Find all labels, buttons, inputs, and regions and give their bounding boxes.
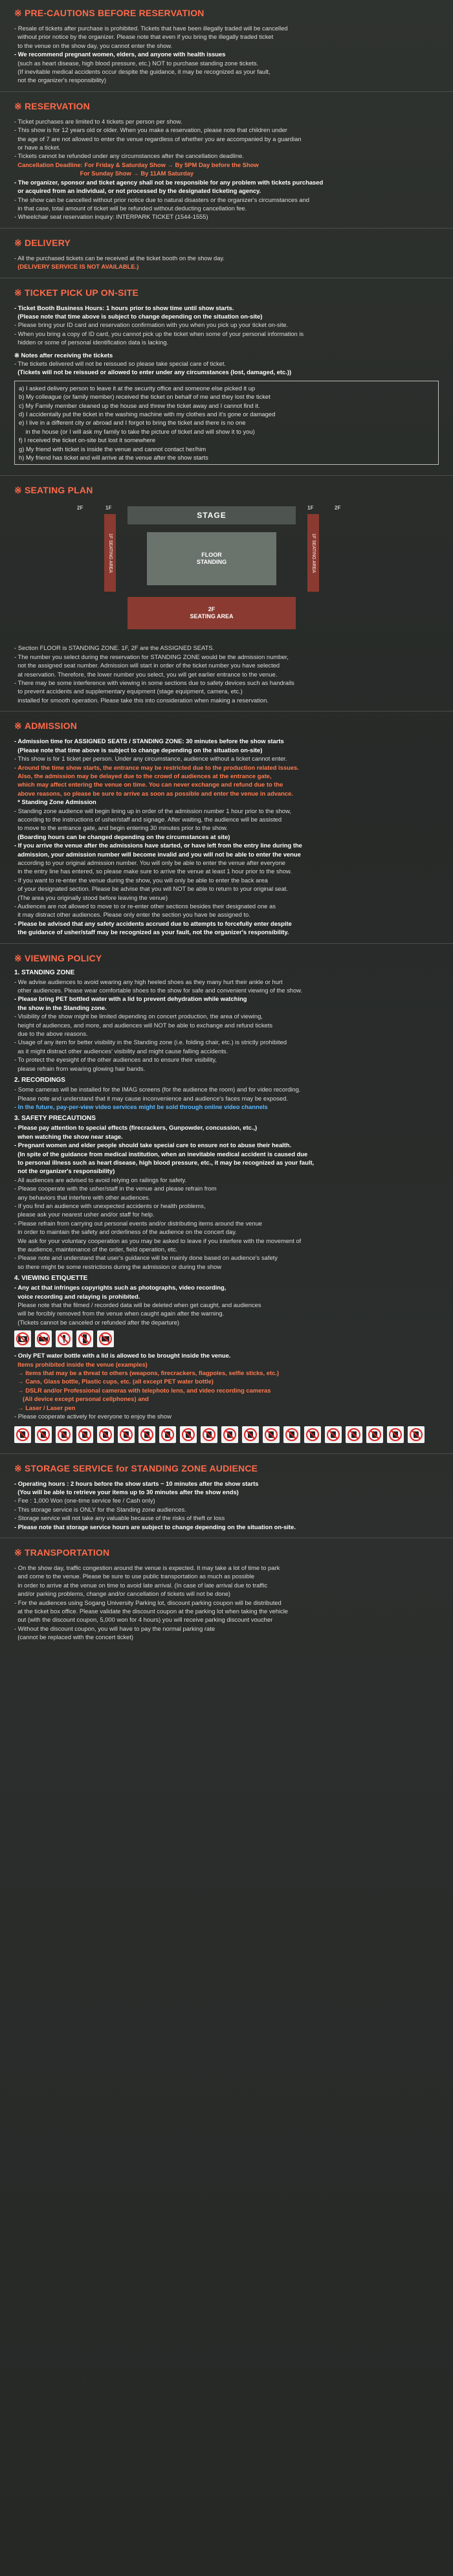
text-line: - If you want to re-enter the venue during the show, you will only be able to enter the back area — [14, 876, 268, 884]
stage-area: STAGE — [127, 506, 296, 524]
no-weapon-icon — [14, 1426, 31, 1443]
text-line: (Boarding hours can be changed depending on the circumstances at site) — [14, 833, 230, 840]
section-pickup — [0, 278, 453, 476]
text-line: - Please be advised that any safety accidents accrued due to attempts to forcefully enter despite — [14, 919, 292, 927]
no-flag-icon — [56, 1426, 72, 1443]
text-line: - Please note and understand that user's guidance will be mainly done based on audience's safety — [14, 1254, 278, 1262]
no-phone-icon — [76, 1330, 93, 1347]
text-line: (Tickets will not be reissued or allowed to enter under any circumstances (lost, damaged, etc.)) — [14, 368, 292, 376]
no-firecracker-icon — [35, 1426, 52, 1443]
no-laser-icon — [180, 1426, 197, 1443]
section-title: ※ ADMISSION — [14, 721, 78, 732]
seating-map — [76, 501, 348, 637]
no-stroller-icon — [283, 1426, 300, 1443]
text-line: admission, your admission number will become invalid and you will not be able to enter the venue — [14, 850, 301, 858]
list-item: b) My colleague (or family member) received the ticket on behalf of me and they lost the ticket — [19, 393, 271, 401]
text-line: voice recording and relaying is prohibited. — [14, 1292, 140, 1300]
text-line: - Fee : 1,000 Won (one-time service fee / Cash only) — [14, 1497, 155, 1505]
text-line: - We recommend pregnant women, elders, and anyone with health issues — [14, 50, 226, 58]
subsection-title: 1. STANDING ZONE — [14, 969, 75, 976]
text-line: at reservation. Therefore, the lower number you select, you will get earlier entrance to the venue. — [14, 670, 278, 678]
section-title: ※ PRE-CAUTIONS BEFORE RESERVATION — [14, 8, 204, 18]
text-line: it may distract other audiences. Please only enter the section you have be assigned to. — [14, 911, 250, 919]
no-smoking-icon — [304, 1426, 321, 1443]
text-line: according to the instructions of usher/staff and signage. After waiting, the audience will be assisted — [14, 815, 282, 823]
text-line: in order to maintain the safety and orderliness of the audience on the concert day. — [14, 1228, 237, 1236]
section-title: ※ DELIVERY — [14, 237, 71, 248]
text-line: - Ticket Booth Business Hours: 1 hours prior to show time until show starts. — [14, 304, 234, 311]
no-cup-icon — [138, 1426, 155, 1443]
text-line: height of audiences, and more, and audiences will NOT be able to exchange and refund tickets — [14, 1021, 273, 1029]
list-item: g) My friend with ticket is inside the venue and cannot contact her/him — [19, 445, 206, 453]
no-banner-icon — [408, 1426, 425, 1443]
no-chair-icon — [263, 1426, 280, 1443]
text-line: - Ticket purchases are limited to 4 tickets per person per show. — [14, 117, 182, 125]
section-admission — [0, 711, 453, 943]
notes-title: ※ Notes after receiving the tickets — [14, 351, 113, 359]
list-item: a) I asked delivery person to leave it at the security office and someone else picked it up — [19, 384, 256, 392]
section-title: ※ TRANSPORTATION — [14, 1547, 110, 1558]
text-line: - Audiences are not allowed to move to or re-enter other sections besides their designated one as — [14, 902, 276, 910]
seating-area-2f: 2F SEATING AREA — [127, 597, 296, 629]
examples-box — [14, 381, 439, 465]
text-line: (cannot be replaced with the concert ticket) — [14, 1633, 133, 1641]
seating-section-left: 1F SEATING AREA — [104, 514, 116, 592]
floor-label: 1F — [105, 505, 112, 511]
text-line: at the ticket box office. Please validate the discount coupon at the parking lot when taking the vehicle — [14, 1607, 289, 1615]
text-line: - Please bring your ID card and reservation confirmation with you when you pick up your ticket on-site. — [14, 321, 289, 329]
text-line: to personal illness such as heart disease, high blood pressure, etc., it may be recognized as your fault, — [14, 1158, 315, 1166]
prohibited-items-icons — [14, 1426, 439, 1443]
text-line: not the organizer's responsibility) — [14, 76, 106, 84]
text-line: installed for smooth operation. Please take this into consideration when making a reservation. — [14, 696, 269, 704]
text-line: the audience, maintenance of the order, field operation, etc. — [14, 1246, 178, 1253]
text-line: - Storage service will not take any valuable because of the risks of theft or loss — [14, 1514, 225, 1522]
text-line: (Please note that time above is subject to change depending on the situation on-site) — [14, 312, 263, 320]
section-transportation — [0, 1538, 453, 1648]
section-title: ※ VIEWING POLICY — [14, 952, 102, 963]
text-line: - Operating hours : 2 hours before the show starts ~ 10 minutes after the show starts — [14, 1479, 259, 1487]
text-line: (such as heart disease, high blood pressure, etc.) NOT to purchase standing zone tickets. — [14, 59, 259, 67]
text-line: - We advise audiences to avoid wearing any high heeled shoes as they many hurt their ankle or hurt — [14, 978, 283, 985]
text-line: as it might distract other audiences' visibility and might cause falling accidents. — [14, 1047, 228, 1055]
list-item: d) I accidentally put the ticket in the washing machine with my clothes and it's gone or damaged — [19, 410, 276, 418]
text-line: due to the above reasons. — [14, 1030, 88, 1038]
text-line: without prior notice by the organizer. Please note that even if you bring the illegally traded ticket — [14, 33, 274, 41]
text-line: out (with the discount coupon, 5,000 won for 4 hours) you will receive parking discount voucher — [14, 1616, 273, 1624]
text-line: please refrain from wearing glowing hair bands. — [14, 1064, 146, 1072]
text-line: - If you find an audience with unexpected accidents or health problems, — [14, 1202, 206, 1209]
text-line: - If you arrive the venue after the admissions have started, or have left from the entry line during the — [14, 842, 302, 849]
text-line: - The number you select during the reservation for STANDING ZONE would be the admission number, — [14, 653, 289, 660]
text-line: - Only PET water bottle with a lid is allowed to be brought inside the venue. — [14, 1352, 231, 1360]
text-line: in the entry line has entered, so please make sure to arrive the venue at least 1 hour prior to the show. — [14, 868, 292, 875]
text-line: - For the audiences using Sogang University Parking lot, discount parking coupon will be distributed — [14, 1598, 282, 1606]
text-line: - Some cameras will be installed for the IMAG screens (for the audience the room) and for video recording. — [14, 1086, 301, 1093]
text-line: - There may be some interference with viewing in some sections due to safety devices such as handrails — [14, 679, 294, 687]
text-line: which may affect entering the venue on time. You can never exchange and refund due to the — [14, 781, 283, 789]
text-line: - Around the time show starts, the entrance may be restricted due to the production related issues. — [14, 763, 299, 771]
text-line: → Cans, Glass bottle, Plastic cups, etc. (all except PET water bottle) — [14, 1378, 214, 1385]
text-line: - Wheelchair seat reservation inquiry: INTERPARK TICKET (1544-1555) — [14, 213, 208, 221]
text-line: - This show is for 1 ticket per person. Under any circumstance, audience without a ticket cannot enter. — [14, 755, 287, 763]
no-drone-icon — [366, 1426, 383, 1443]
no-video-icon — [35, 1330, 52, 1347]
text-line: * Standing Zone Admission — [14, 798, 96, 806]
no-recording-icon — [56, 1330, 72, 1347]
text-line: above reasons, so please be sure to arrive as soon as possible and enter the venue in advance. — [14, 789, 293, 797]
no-relay-icon — [97, 1330, 114, 1347]
no-alcohol-icon — [325, 1426, 342, 1443]
text-line: of your designated section. Please be advise that you will NOT be able to return to your original seat. — [14, 885, 288, 893]
text-line: - Please cooperate actively for everyone to enjoy the show — [14, 1413, 171, 1420]
text-line: or have a ticket. — [14, 144, 61, 151]
text-line: - In the future, pay-per-view video services might be sold through online video channels — [14, 1103, 268, 1110]
text-line: - The tickets delivered will not be reissued so please take special care of ticket. — [14, 359, 226, 367]
text-line: (Please note that time above is subject to change depending on the situation on-site) — [14, 746, 263, 754]
text-line: (All device except personal cellphones) and — [14, 1395, 149, 1403]
text-line: - Please cooperate with the usher/staff in the venue and please refrain from — [14, 1185, 217, 1193]
floor-standing-area: FLOOR STANDING — [147, 532, 276, 585]
text-line: to the venue on the show day, you cannot enter the show. — [14, 41, 173, 49]
no-selfie-stick-icon — [76, 1426, 93, 1443]
no-glass-bottle-icon — [118, 1426, 135, 1443]
floor-label: 1F — [307, 505, 314, 511]
section-title: ※ STORAGE SERVICE for STANDING ZONE AUDIENCE — [14, 1462, 258, 1473]
text-line: to prevent accidents and supplementary equipment (stage equipment, camera, etc.) — [14, 688, 243, 695]
no-food-icon — [201, 1426, 217, 1443]
text-line: when watching the show near stage. — [14, 1132, 123, 1140]
text-line: to move to the entrance gate, and begin entering 30 minutes prior to the show. — [14, 824, 228, 832]
no-helmet-icon — [346, 1426, 362, 1443]
text-line: Please note and understand that it may cause inconvenience and audience's faces may be exposed. — [14, 1094, 288, 1102]
text-line: - Admission time for ASSIGNED SEATS / STANDING ZONE: 30 minutes before the show starts — [14, 737, 284, 745]
text-line: - Please refrain from carrying out personal events and/or distributing items around the venue — [14, 1219, 263, 1227]
list-item: h) My friend has ticket and will arrive at the venue after the show starts — [19, 454, 208, 462]
no-dslr-icon — [159, 1426, 176, 1443]
text-line: → Items that may be a threat to others (weapons, firecrackers, flagpoles, selfie sticks, etc.) — [14, 1369, 280, 1377]
text-line: We ask for your voluntary cooperation as you may be asked to leave if you interfere with the movement of — [14, 1237, 302, 1244]
text-line: (Tickets cannot be canceled or refunded after the departure) — [14, 1318, 180, 1326]
text-line: (DELIVERY SERVICE IS NOT AVAILABLE.) — [14, 263, 139, 271]
no-pet-icon — [221, 1426, 238, 1443]
subsection-title: 3. SAFETY PRECAUTIONS — [14, 1115, 96, 1123]
no-camera-icon — [14, 1330, 31, 1347]
subsection-title: 4. VIEWING ETIQUETTE — [14, 1275, 88, 1282]
text-line: - This show is for 12 years old or older. When you make a reservation, please note that children under — [14, 126, 287, 134]
no-umbrella-icon — [242, 1426, 259, 1443]
text-line: - Without the discount coupon, you will have to pay the normal parking rate — [14, 1624, 215, 1632]
text-line: so there might be some restrictions during the admission or during the show — [14, 1262, 221, 1270]
text-line: - The show can be cancelled without prior notice due to natural disasters or the organizer's circumstances and — [14, 196, 310, 203]
text-line: not the organizer's responsibility) — [14, 1167, 115, 1175]
list-item: in the house (or I will ask my family to take the picture of ticket and will show it to you) — [19, 427, 255, 435]
text-line: Cancellation Deadline: For Friday & Saturday Show → By 5PM Day before the Show — [14, 161, 259, 168]
text-line: - The organizer, sponsor and ticket agency shall not be responsible for any problem with tickets purchased — [14, 178, 324, 186]
list-item: e) I live in a different city or abroad and I forgot to bring the ticket and there is no one — [19, 419, 246, 427]
text-line: → Laser / Laser pen — [14, 1404, 76, 1411]
text-line: - This storage service is ONLY for the Standing zone audiences. — [14, 1505, 186, 1513]
section-reservation — [0, 91, 453, 228]
text-line: - Please note that storage service hours are subject to change depending on the situation on-site. — [14, 1523, 296, 1530]
text-line: - Section FLOOR is STANDING ZONE. 1F, 2F are the ASSIGNED SEATS. — [14, 644, 215, 652]
text-line: (You will be able to retrieve your items up to 30 minutes after the show ends) — [14, 1488, 239, 1495]
text-line: - Visibility of the show might be limited depending on concert production, the area of viewing, — [14, 1013, 263, 1020]
text-line: - Please bring PET bottled water with a lid to prevent dehydration while watching — [14, 995, 247, 1003]
floor-label: 2F — [335, 505, 341, 511]
text-line: - Pregnant women and elder people should take special care to ensure not to abuse their health. — [14, 1141, 292, 1149]
text-line: - Tickets cannot be refunded under any circumstances after the cancellation deadline. — [14, 152, 244, 160]
text-line: Items prohibited inside the venue (examples) — [14, 1360, 148, 1368]
text-line: will be forcibly removed from the venue when caught again after the warning. — [14, 1310, 225, 1317]
section-seating — [0, 475, 453, 711]
text-line: - Standing zone audience will begin lining up in order of the admission number 1 hour prior to the show, — [14, 807, 291, 814]
no-speaker-icon — [387, 1426, 404, 1443]
text-line: Please note that the filmed / recorded data will be deleted when get caught, and audiences — [14, 1301, 261, 1309]
text-line: in that case, total amount of ticket will be refunded without deducting cancellation fee. — [14, 204, 247, 212]
section-title: ※ RESERVATION — [14, 100, 90, 111]
floor-label: 2F — [77, 505, 83, 511]
text-line: the guidance of usher/staff may be recognized as your fault, not the organizer's responsibility. — [14, 928, 289, 936]
text-line: (If inevitable medical accidents occur despite the guidance, it may be recognized as your fault, — [14, 68, 271, 76]
text-line: - On the show day, traffic congestion around the venue is expected. It may take a lot of time to park — [14, 1563, 280, 1571]
text-line: - Resale of tickets after purchase is prohibited. Tickets that have been illegally traded will be cancelled — [14, 25, 288, 32]
text-line: the age of 7 are not allowed to enter the venue regardless of whether you are accompanied by a guardian — [14, 135, 302, 142]
text-line: please ask your nearest usher and/or staff for help. — [14, 1211, 155, 1218]
text-line: - All audiences are advised to avoid relying on railings for safety. — [14, 1176, 187, 1183]
list-item: c) My Family member cleaned up the house and threw the ticket away and I cannot find it. — [19, 401, 260, 409]
text-line: For Sunday Show → By 11AM Saturday — [14, 170, 194, 177]
text-line: and come to the venue. Please be sure to use public transportation as much as possible — [14, 1573, 255, 1580]
seating-section-right: 1F SEATING AREA — [307, 514, 319, 592]
text-line: - Usage of any item for better visibility in the Standing zone (i.e. folding chair, etc.) is strictly prohibited — [14, 1038, 287, 1046]
list-item: f) I received the ticket on-site but lost it somewhere — [19, 436, 156, 444]
section-viewing-policy — [0, 943, 453, 1453]
no-can-icon — [97, 1426, 114, 1443]
text-line: and/or parking problems, change and/or cancellation of tickets will not be done) — [14, 1590, 231, 1598]
text-line: (In spite of the guidance from medical institution, when an inevitable medical accident is caused due — [14, 1150, 308, 1158]
text-line: (The area you originally stood before leaving the venue) — [14, 893, 168, 901]
text-line: other audiences. Please wear comfortable shoes to the show for safe and convenient viewing of the show. — [14, 987, 303, 994]
text-line: or acquired from an individual, or not processed by the designated ticketing agency. — [14, 187, 261, 195]
text-line: any behaviors that interfere with other audiences. — [14, 1193, 151, 1201]
text-line: - Any act that infringes copyrights such as photographs, video recording, — [14, 1284, 226, 1292]
text-line: in order to arrive at the venue on time to avoid late arrival. (In case of late arrival due to traffic — [14, 1581, 268, 1589]
section-title: ※ TICKET PICK UP ON-SITE — [14, 287, 138, 298]
text-line: not the assigned seat number. Admission will start in order of the ticket number you have selected — [14, 662, 280, 669]
section-delivery — [0, 228, 453, 278]
prohibited-recording-icons — [14, 1330, 439, 1347]
text-line: according to your original admission number. You will only be able to enter the venue after everyone — [14, 858, 286, 866]
text-line: the show in the Standing zone. — [14, 1003, 107, 1011]
section-storage — [0, 1453, 453, 1538]
subsection-title: 2. RECORDINGS — [14, 1077, 65, 1084]
section-precautions — [0, 0, 453, 91]
text-line: - Please pay attention to special effects (firecrackers, Gunpowder, concussion, etc.,) — [14, 1124, 258, 1132]
text-line: → DSLR and/or Professional cameras with telephoto lens, and video recording cameras — [14, 1386, 271, 1394]
text-line: Also, the admission may be delayed due to the crowd of audiences at the entrance gate, — [14, 772, 272, 779]
section-title: ※ SEATING PLAN — [14, 485, 93, 496]
text-line: - To protect the eyesight of the other audiences and to ensure their visibility, — [14, 1056, 217, 1064]
text-line: hidden or some of personal identification data is lacking. — [14, 339, 169, 346]
text-line: - All the purchased tickets can be received at the ticket booth on the show day. — [14, 254, 225, 262]
text-line: - When you bring a copy of ID card, you cannot pick up the ticket when some of your personal information is — [14, 330, 304, 337]
